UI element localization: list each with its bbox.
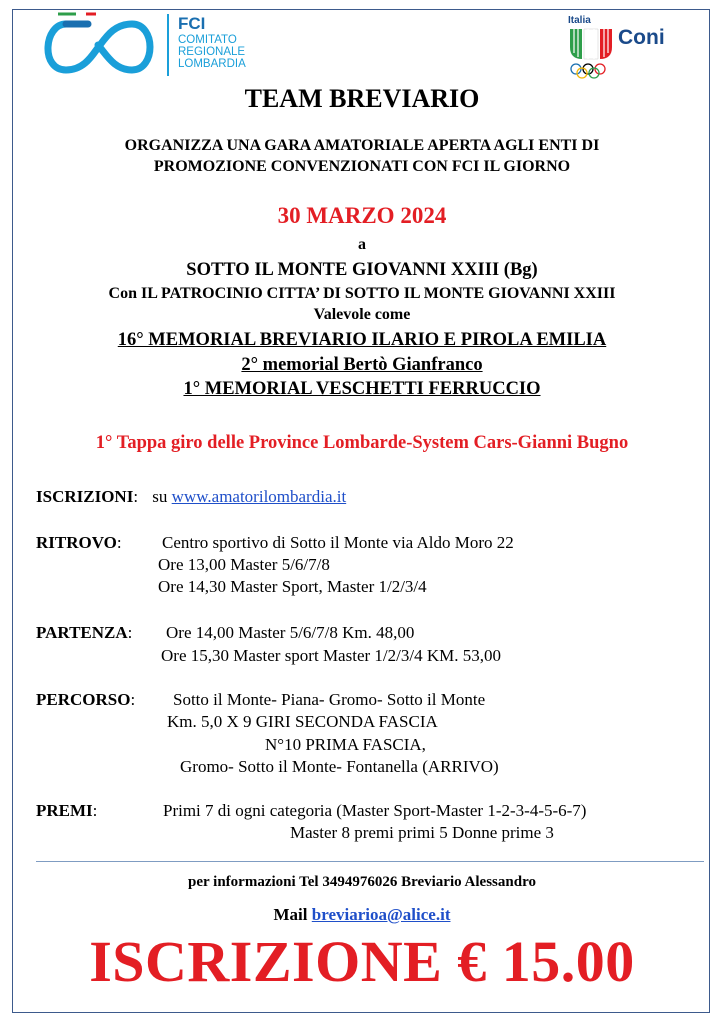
partenza-label-row: PARTENZA: (36, 623, 133, 642)
fci-logo (36, 12, 276, 82)
info-contact: per informazioni Tel 3494976026 Breviario Alessandro (188, 874, 536, 890)
percorso-line: N°10 PRIMA FASCIA, (265, 735, 426, 754)
coni-logo (566, 15, 696, 85)
tappa-text: 1° Tappa giro delle Province Lombarde-System Cars-Gianni Bugno (95, 433, 629, 453)
organizza-text: ORGANIZZA UNA GARA AMATORIALE APERTA AGLI ENTI DI PROMOZIONE CONVENZIONATI CON FCI IL GIORNO (124, 137, 600, 175)
divider-line (36, 861, 704, 862)
percorso-line: Km. 5,0 X 9 GIRI SECONDA FASCIA (167, 712, 438, 731)
partenza-label: PARTENZA (36, 623, 128, 642)
ritrovo-line: Centro sportivo di Sotto il Monte via Aldo Moro 22 (162, 533, 514, 552)
premi-label: PREMI (36, 801, 93, 820)
a-connector: a (358, 236, 366, 253)
partenza-line: Ore 14,00 Master 5/6/7/8 Km. 48,00 (166, 623, 415, 642)
iscrizioni-prefix: su (152, 487, 168, 506)
ritrovo-label: RITROVO (36, 533, 117, 552)
ritrovo-line: Ore 13,00 Master 5/6/7/8 (158, 555, 330, 574)
mail-label: Mail (273, 905, 308, 924)
coni-name: Coni (618, 26, 665, 49)
fci-title: FCI (178, 14, 206, 33)
percorso-line: Gromo- Sotto il Monte- Fontanella (ARRIVO) (180, 757, 499, 776)
memorial-1: 16° MEMORIAL BREVIARIO ILARIO E PIROLA EMILIA (117, 330, 607, 350)
event-location: SOTTO IL MONTE GIOVANNI XXIII (Bg) (186, 260, 538, 280)
valevole-text: Valevole come (313, 306, 411, 323)
ritrovo-label-row: RITROVO: (36, 533, 122, 552)
fci-subtitle: COMITATO REGIONALE LOMBARDIA (178, 34, 246, 70)
premi-line: Primi 7 di ogni categoria (Master Sport-Master 1-2-3-4-5-6-7) (163, 801, 587, 820)
fci-bike-icon (36, 12, 161, 76)
premi-line: Master 8 premi primi 5 Donne prime 3 (290, 823, 554, 842)
iscrizione-fee: ISCRIZIONE € 15.00 (89, 929, 635, 994)
premi-label-row: PREMI: (36, 801, 98, 820)
fci-divider (167, 14, 169, 76)
mail-row (0, 905, 724, 925)
patrocinio-text: Con IL PATROCINIO CITTA’ DI SOTTO IL MONTE GIOVANNI XXIII (108, 285, 616, 302)
coni-italia-label: Italia (568, 15, 591, 26)
percorso-label: PERCORSO (36, 690, 131, 709)
ritrovo-line: Ore 14,30 Master Sport, Master 1/2/3/4 (158, 577, 427, 596)
percorso-line: Sotto il Monte- Piana- Gromo- Sotto il Monte (173, 690, 486, 709)
olympic-rings-icon (568, 63, 616, 79)
mail-link[interactable]: breviarioa@alice.it (311, 905, 451, 924)
event-date: 30 MARZO 2024 (277, 203, 447, 228)
memorial-2: 2° memorial Bertò Gianfranco (241, 355, 483, 375)
page-title: TEAM BREVIARIO (244, 84, 480, 113)
iscrizioni-row: ISCRIZIONI: su www.amatorilombardia.it (36, 487, 347, 506)
percorso-label-row: PERCORSO: (36, 690, 136, 709)
iscrizioni-link[interactable]: www.amatorilombardia.it (171, 487, 347, 506)
memorial-3: 1° MEMORIAL VESCHETTI FERRUCCIO (183, 379, 541, 399)
iscrizioni-label: ISCRIZIONI (36, 487, 134, 506)
coni-tricolor-icon (568, 27, 614, 61)
partenza-line: Ore 15,30 Master sport Master 1/2/3/4 KM. 53,00 (161, 646, 501, 665)
